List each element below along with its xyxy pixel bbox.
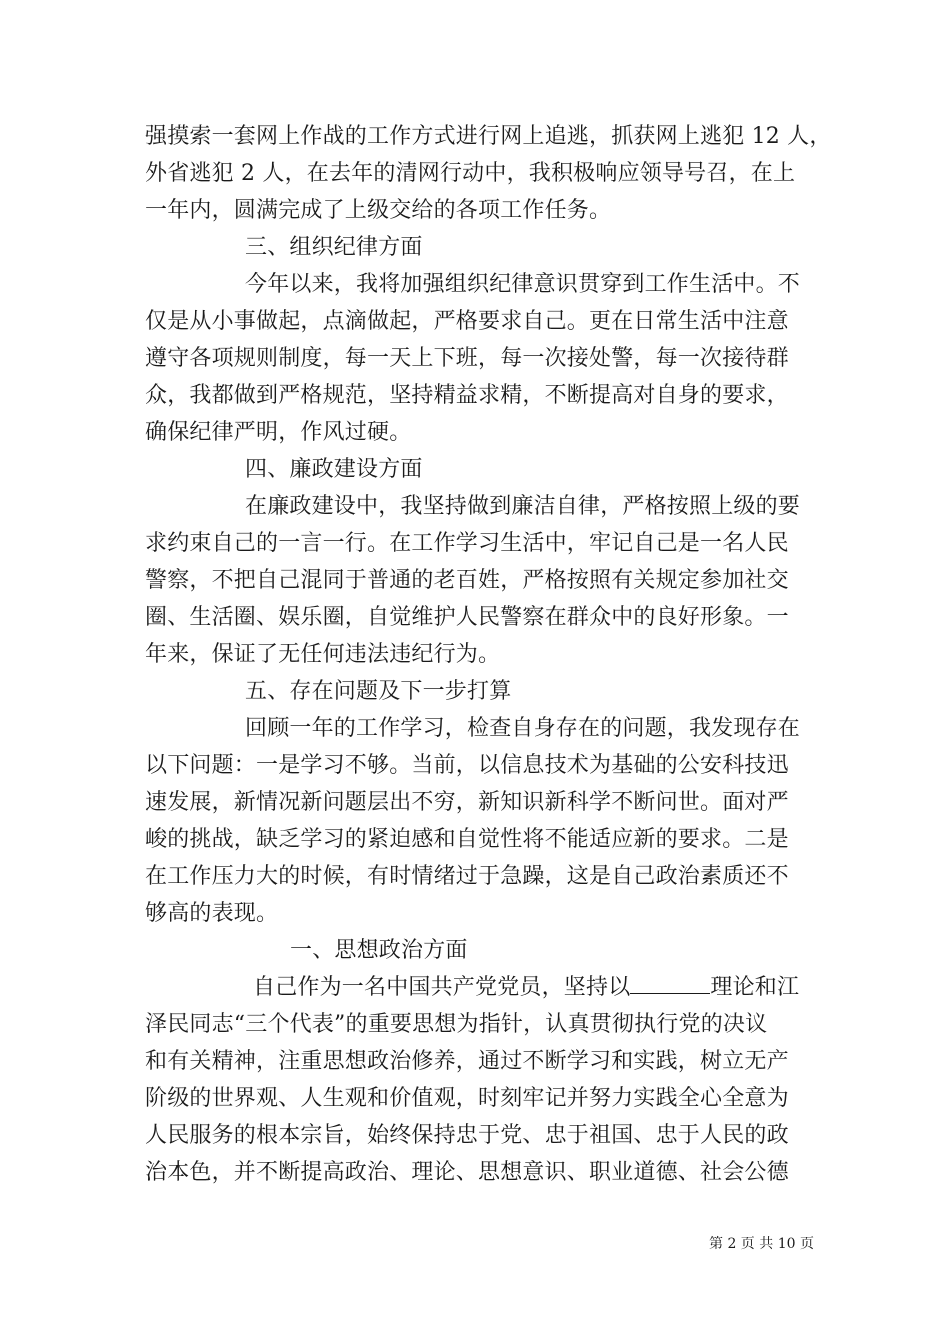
section-heading: 四、廉政建设方面 bbox=[245, 457, 423, 482]
paragraph-line: 阶级的世界观、人生观和价值观，时刻牢记并努力实践全心全意为 bbox=[145, 1086, 789, 1111]
page-number-footer: 第 2 页 共 10 页 bbox=[709, 1236, 814, 1252]
section-heading: 一、思想政治方面 bbox=[290, 938, 468, 963]
paragraph-line: 泽民同志“三个代表”的重要思想为指针，认真贯彻执行党的决议 bbox=[145, 1012, 768, 1037]
paragraph-line: 外省逃犯 2 人，在去年的清网行动中，我积极响应领导号召，在上 bbox=[145, 161, 796, 186]
paragraph-line: 求约束自己的一言一行。在工作学习生活中，牢记自己是一名人民 bbox=[145, 531, 789, 556]
paragraph-line: 治本色，并不断提高政治、理论、思想意识、职业道德、社会公德 bbox=[145, 1160, 789, 1185]
paragraph-line: 够高的表现。 bbox=[145, 901, 279, 926]
paragraph-line: 峻的挑战，缺乏学习的紧迫感和自觉性将不能适应新的要求。二是 bbox=[145, 827, 789, 852]
paragraph-line: 强摸索一套网上作战的工作方式进行网上追逃，抓获网上逃犯 12 人， bbox=[145, 124, 832, 149]
paragraph-line: 在工作压力大的时候，有时情绪过于急躁，这是自己政治素质还不 bbox=[145, 864, 789, 889]
paragraph-line: 人民服务的根本宗旨，始终保持忠于党、忠于祖国、忠于人民的政 bbox=[145, 1123, 789, 1148]
paragraph-line: 众，我都做到严格规范，坚持精益求精，不断提高对自身的要求， bbox=[145, 383, 789, 408]
paragraph-line: 遵守各项规则制度，每一天上下班，每一次接处警，每一次接待群 bbox=[145, 346, 789, 371]
paragraph-text: 理论和江 bbox=[710, 975, 800, 1000]
paragraph-line: 圈、生活圈、娱乐圈，自觉维护人民警察在群众中的良好形象。一 bbox=[145, 605, 789, 630]
section-heading: 三、组织纪律方面 bbox=[245, 235, 423, 260]
section-heading: 五、存在问题及下一步打算 bbox=[245, 679, 512, 704]
paragraph-line: 速发展，新情况新问题层出不穷，新知识新科学不断问世。面对严 bbox=[145, 790, 789, 815]
paragraph-text: 自己作为一名中国共产党党员，坚持以 bbox=[253, 975, 631, 1000]
paragraph-line: 警察，不把自己混同于普通的老百姓，严格按照有关规定参加社交 bbox=[145, 568, 789, 593]
paragraph-line-with-blank bbox=[145, 969, 810, 1006]
paragraph-line: 仅是从小事做起，点滴做起，严格要求自己。更在日常生活中注意 bbox=[145, 309, 789, 334]
paragraph-line: 回顾一年的工作学习，检查自身存在的问题，我发现存在 bbox=[245, 716, 801, 741]
paragraph-line: 确保纪律严明，作风过硬。 bbox=[145, 420, 412, 445]
paragraph-line: 以下问题：一是学习不够。当前，以信息技术为基础的公安科技迅 bbox=[145, 753, 789, 778]
document-body bbox=[145, 118, 832, 1191]
paragraph-line: 一年内，圆满完成了上级交给的各项工作任务。 bbox=[145, 198, 612, 223]
paragraph-line: 在廉政建设中，我坚持做到廉洁自律，严格按照上级的要 bbox=[245, 494, 801, 519]
paragraph-line: 年来，保证了无任何违法违纪行为。 bbox=[145, 642, 501, 667]
fill-in-blank bbox=[630, 971, 710, 994]
paragraph-line: 今年以来，我将加强组织纪律意识贯穿到工作生活中。不 bbox=[245, 272, 801, 297]
paragraph-line: 和有关精神，注重思想政治修养，通过不断学习和实践，树立无产 bbox=[145, 1049, 789, 1074]
